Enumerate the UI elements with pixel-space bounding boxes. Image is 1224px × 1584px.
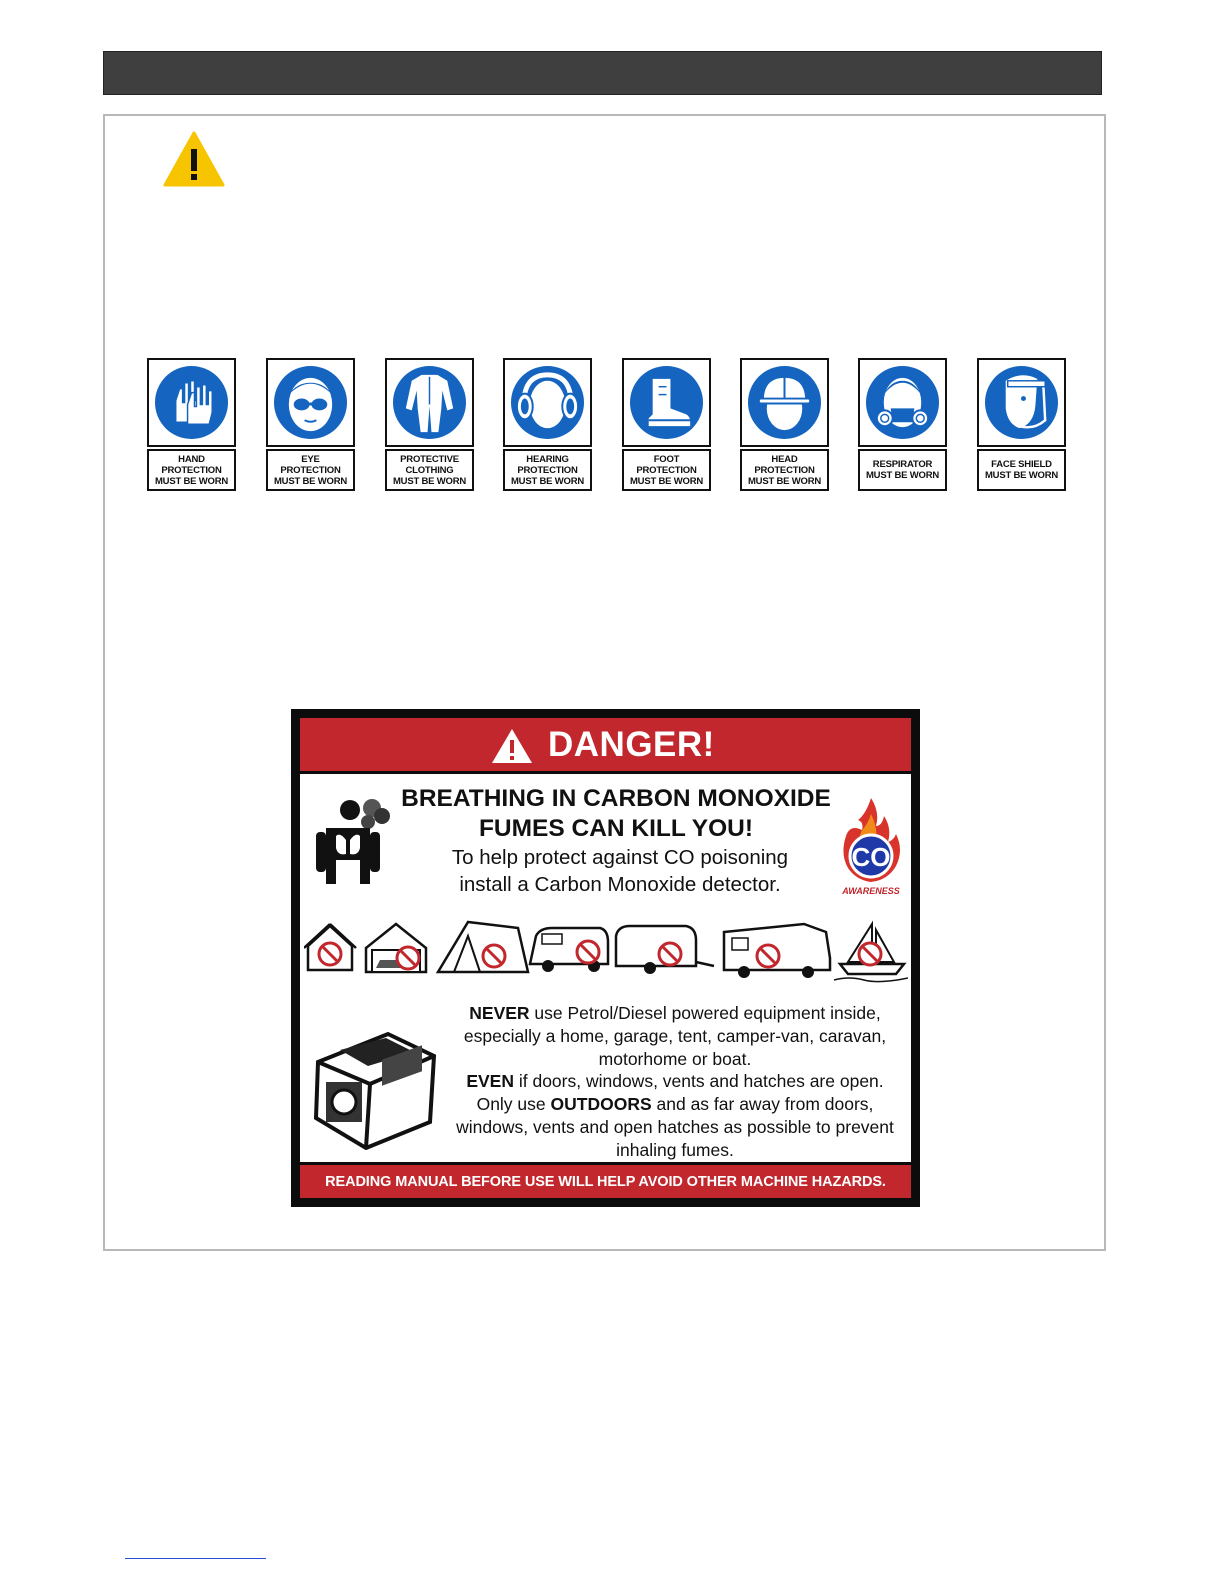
danger-title: DANGER!	[548, 725, 715, 764]
co-logo-caption: AWARENESS	[842, 886, 900, 896]
ppe-caption: PROTECTIVE CLOTHING MUST BE WORN	[392, 453, 467, 487]
carbon-monoxide-danger-sign	[291, 709, 920, 1207]
footer-link-underline[interactable]	[125, 1558, 266, 1559]
ppe-caption: FOOT PROTECTION MUST BE WORN	[629, 453, 704, 487]
ppe-caption: EYE PROTECTION MUST BE WORN	[273, 453, 348, 487]
head-protection-icon	[747, 365, 822, 440]
foot-protection-icon	[629, 365, 704, 440]
ppe-sign-respirator	[858, 358, 947, 491]
ppe-caption: HEAD PROTECTION MUST BE WORN	[747, 453, 822, 487]
warning-triangle-icon	[163, 131, 225, 187]
danger-header	[300, 718, 911, 774]
never-word: NEVER	[469, 1003, 530, 1023]
ppe-sign-foot-protection	[622, 358, 711, 491]
even-word: EVEN	[466, 1071, 514, 1092]
ppe-sign-eye-protection	[266, 358, 355, 491]
even-text: if doors, windows, vents and hatches are open.	[513, 1071, 884, 1092]
ppe-sign-head-protection	[740, 358, 829, 491]
ppe-caption: FACE SHIELD MUST BE WORN	[984, 459, 1059, 481]
danger-body-text	[440, 1002, 910, 1162]
co-awareness-logo	[836, 794, 906, 898]
respirator-icon	[865, 365, 940, 440]
ppe-caption: HEARING PROTECTION MUST BE WORN	[510, 453, 585, 487]
eye-protection-icon	[273, 365, 348, 440]
danger-warning-icon	[490, 727, 534, 765]
co-logo-text: CO	[851, 842, 891, 872]
generator-icon	[310, 1026, 438, 1150]
ppe-sign-face-shield	[977, 358, 1066, 491]
tent-icon	[438, 922, 528, 972]
never-text: use Petrol/Diesel powered equipment inside, especially a home, garage, tent, camper-van, caravan, motorhome or boat.	[463, 1003, 887, 1069]
danger-footer-text: READING MANUAL BEFORE USE WILL HELP AVOID OTHER MACHINE HAZARDS.	[325, 1173, 886, 1190]
section-header-bar	[103, 51, 1102, 95]
face-shield-icon	[984, 365, 1059, 440]
protective-clothing-icon	[392, 365, 467, 440]
only-text: Only use	[476, 1094, 551, 1115]
hand-protection-icon	[154, 365, 229, 440]
ppe-sign-hand-protection	[147, 358, 236, 491]
hearing-protection-icon	[510, 365, 585, 440]
prohibited-places-row	[304, 918, 908, 986]
danger-footer	[300, 1162, 911, 1198]
outdoors-word: OUTDOORS	[550, 1094, 652, 1115]
outdoors-text: and as far away from doors, windows, vents and open hatches as possible to prevent inhaling fumes.	[456, 1094, 894, 1160]
ppe-sign-protective-clothing	[385, 358, 474, 491]
ppe-sign-hearing-protection	[503, 358, 592, 491]
co-headline: BREATHING IN CARBON MONOXIDE FUMES CAN KILL YOU!	[401, 785, 831, 842]
ppe-caption: HAND PROTECTION MUST BE WORN	[154, 453, 229, 487]
co-subline: To help protect against CO poisoning install a Carbon Monoxide detector.	[451, 846, 789, 896]
person-inhaling-fumes-icon	[310, 796, 394, 890]
ppe-caption: RESPIRATOR MUST BE WORN	[865, 459, 940, 481]
